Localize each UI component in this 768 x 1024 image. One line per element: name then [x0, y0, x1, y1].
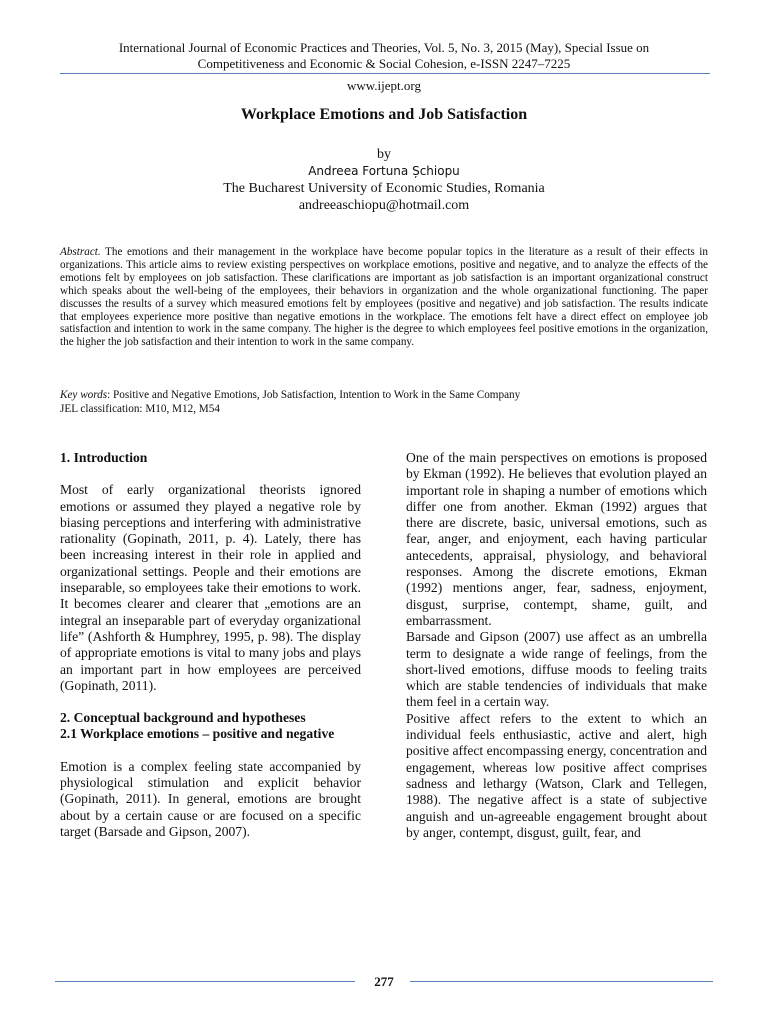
keywords-line	[60, 389, 708, 403]
emotion-definition-paragraph: Emotion is a complex feeling state accompanied by physiological stimulation and explicit behavior (Gopinath, 2011). In general, emotions are brought about by a certain cause or are focused on a specific target (Barsade and Gipson, 2007).	[60, 758, 361, 839]
section-2-1-heading: 2.1 Workplace emotions – positive and negative	[60, 726, 335, 742]
author-name: Andreea Fortuna Șchiopu	[308, 164, 460, 178]
author-by: by	[377, 147, 391, 162]
left-column	[60, 450, 361, 840]
journal-citation-line-2: Competitiveness and Economic & Social Cohesion, e-ISSN 2247–7225	[197, 56, 571, 71]
header-divider	[60, 73, 710, 74]
right-column	[406, 450, 707, 841]
keywords-label: Key words	[60, 389, 108, 401]
abstract-text: The emotions and their management in the workplace have become popular topics in the literature as a result of their effects in organizations. This article aims to review existing perspectives on workplace emotions, positive and negative, and to analyze the effects of the emotions felt by employees on job satisfaction. These clarifications are important as job satisfaction is an important organizational construct which speaks about the well-being of the employees, their behaviors in organization and the whole organizational functioning. The paper discusses the results of a survey which measured emotions felt by employees (positive and negative) and job satisfaction. The results indicate that employees experience more positive than negative emotions in the workplace. The emotions felt have a direct effect on employee job satisfaction and intention to work in the same company. The higher is the degree to which employees feel positive emotions in the organization, the higher the job satisfaction and their intention to work in the same company.	[60, 246, 708, 349]
ekman-paragraph: One of the main perspectives on emotions is proposed by Ekman (1992). He believes that evolution played an important role in shaping a number of emotions which differ one from another. Ekman (1992) argues that there are discrete, basic, universal emotions, such as fear, anger, and enjoyment, each having particular antecedents, appraisal, physiology, and behavioral responses. Among the discrete emotions, Ekman (1992) mentions anger, fear, sadness, enjoyment, disgust, surprise, contempt, shame, guilt, and embarrassment.	[406, 450, 707, 628]
abstract-label: Abstract.	[60, 246, 101, 258]
page-number: 277	[374, 974, 394, 989]
introduction-paragraph: Most of early organizational theorists ignored emotions or assumed they played a negative role by biasing perceptions and interfering with administrative rationality (Gopinath, 2011, p. 4). Lately, there has been increasing interest in their role in applied and organizational settings. People and their emotions are inseparable, so employees take their emotions to work. It becomes clearer and clearer that „emotions are an integral an inseparable part of everyday organizational life” (Ashforth & Humphrey, 1995, p. 98). The display of appropriate emotions is vital to many jobs and plays an important part in how employees are perceived (Gopinath, 2011).	[60, 482, 361, 693]
jel-classification: JEL classification: M10, M12, M54	[60, 402, 220, 415]
affect-paragraph: Barsade and Gipson (2007) use affect as an umbrella term to designate a wide range of feelings, from the short-lived emotions, diffuse moods to feeling traits which are stable tendencies of individuals that make them feel in a certain way.	[406, 629, 707, 710]
paper-title: Workplace Emotions and Job Satisfaction	[240, 106, 528, 123]
journal-citation-line-1: International Journal of Economic Practices and Theories, Vol. 5, No. 3, 2015 (May), Special Issue on	[118, 40, 650, 55]
positive-affect-paragraph: Positive affect refers to the extent to which an individual feels enthusiastic, active and alert, high positive affect encompassing energy, concentration and engagement, whereas low positive affect comprises sadness and lethargy (Watson, Clark and Tellegen, 1988). The negative affect is a state of subjective anguish and un-agreeable engagement brought about by anger, contempt, disgust, guilt, fear, and	[406, 710, 707, 840]
keywords-text: : Positive and Negative Emotions, Job Satisfaction, Intention to Work in the Same Company	[107, 389, 521, 401]
journal-url[interactable]: www.ijept.org	[346, 78, 422, 93]
abstract	[60, 246, 708, 349]
author-affiliation: The Bucharest University of Economic Studies, Romania	[223, 181, 545, 196]
introduction-heading: 1. Introduction	[60, 450, 148, 465]
journal-header	[60, 40, 708, 72]
keywords-block	[60, 389, 708, 416]
section-2-heading: 2. Conceptual background and hypotheses	[60, 710, 306, 726]
author-email[interactable]: andreeaschiopu@hotmail.com	[298, 198, 470, 213]
author-block	[0, 146, 768, 214]
